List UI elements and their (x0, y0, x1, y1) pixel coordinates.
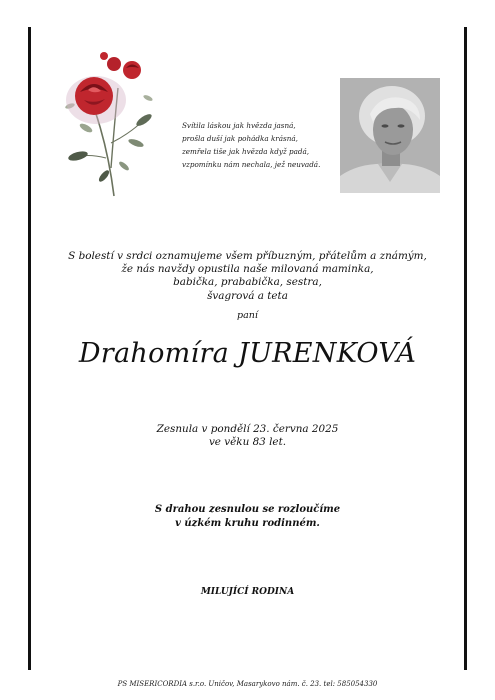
farewell-line: v úzkém kruhu rodinném. (175, 517, 320, 529)
poem (182, 119, 342, 171)
farewell-text (0, 503, 495, 530)
family-signature: MILUJÍCÍ RODINA (200, 587, 295, 597)
announcement-text (60, 250, 435, 303)
announcement-line: že nás navždy opustila naše milovaná maminka, (121, 263, 374, 276)
death-info (0, 423, 495, 449)
deceased-name: Drahomíra JURENKOVÁ (78, 338, 417, 369)
poem-line: Svítila láskou jak hvězda jasná, (182, 121, 296, 130)
poem-line: vzpomínku nám nechala, jež neuvadá. (182, 160, 321, 169)
salutation: paní (237, 310, 258, 321)
announcement-line: S bolestí v srdci oznamujeme všem příbuzným, přátelům a známým, (68, 250, 427, 262)
portrait-photo (340, 78, 440, 193)
death-age: ve věku 83 let. (208, 435, 287, 448)
poem-line: zemřela tiše jak hvězda když padá, (182, 147, 310, 156)
poem-line: prošla duší jak pohádka krásná, (182, 134, 298, 143)
rose-illustration (56, 48, 166, 198)
funeral-service-footer: PS MISERICORDIA s.r.o. Uničov, Masarykovo nám. č. 23. tel: 585054330 (117, 680, 378, 688)
farewell-line: S drahou zesnulou se rozloučíme (154, 504, 341, 515)
death-date: Zesnula v pondělí 23. června 2025 (156, 423, 339, 435)
announcement-line: švagrová a teta (207, 289, 288, 302)
announcement-line: babička, prababička, sestra, (173, 276, 322, 289)
